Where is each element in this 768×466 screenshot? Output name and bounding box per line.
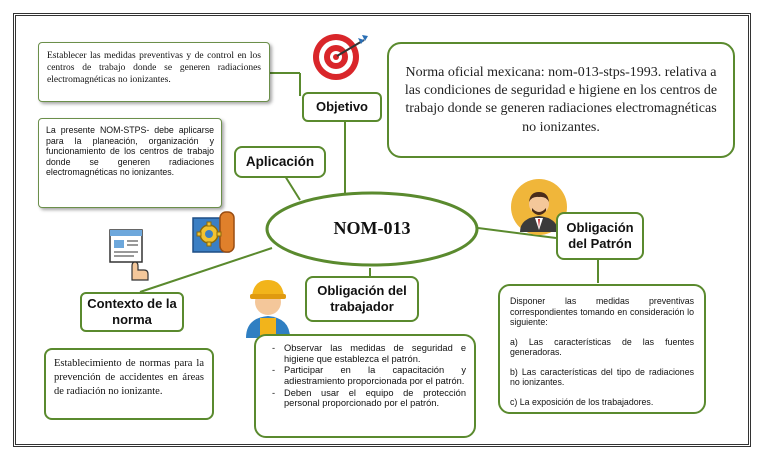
trabajador-text-box [254, 334, 476, 438]
trabajador-item: - Observar las medidas de seguridad e higiene que establezca el patrón. [284, 343, 466, 364]
patron-item: c) La exposición de los trabajadores. [510, 396, 654, 407]
aplicacion-text-box [38, 118, 222, 208]
worker-icon [238, 270, 298, 340]
gear-blueprint-icon [190, 210, 240, 256]
contexto-text: Establecimiento de normas para la prevención de accidentes en áreas de radiación no ionizante. [54, 358, 204, 398]
patron-item: b) Las características del tipo de radiaciones no ionizantes. [510, 366, 694, 388]
target-icon [310, 30, 370, 82]
document-hand-icon [106, 226, 156, 282]
trabajador-list [270, 343, 466, 409]
center-title: NOM-013 [333, 218, 411, 239]
patron-item: a) Las características de las fuentes generadoras. [510, 336, 694, 358]
trabajador-item: - Deben usar el equipo de protección personal proporcionado por el patrón. [284, 388, 466, 409]
patron-label-box [556, 212, 644, 260]
aplicacion-label: Aplicación [245, 153, 315, 169]
aplicacion-label-box [234, 146, 326, 178]
center-node [264, 190, 480, 268]
aplicacion-text: La presente NOM-STPS- debe aplicarse para la planeación, organización y funcionamiento de los centros de trabajo donde se generen radiaciones electromagnéticas no ionizantes. [46, 125, 214, 178]
trabajador-label-box [305, 276, 419, 322]
objetivo-text: Establecer las medidas preventivas y de control en los centros de trabajo donde se generen radiaciones electromagnéticas no ionizantes. [47, 51, 261, 85]
objetivo-label-box [302, 92, 382, 122]
objetivo-label: Objetivo [315, 99, 368, 115]
patron-intro: Disponer las medidas preventivas correspondientes tomando en consideración lo siguiente: [510, 296, 694, 328]
patron-label: Obligación del Patrón [566, 220, 634, 251]
contexto-text-box [44, 348, 214, 420]
objetivo-text-box [38, 42, 270, 102]
trabajador-label: Obligación del trabajador [317, 283, 407, 314]
norma-box [387, 42, 735, 158]
norma-text: Norma oficial mexicana: nom-013-stps-1993. relativa a las condiciones de seguridad e higiene en los centros de trabajo donde se generen radiaciones electromagnéticas no ionizantes. [404, 65, 718, 135]
contexto-label-box [80, 292, 184, 332]
patron-text-box [498, 284, 706, 414]
trabajador-item: - Participar en la capacitación y adiestramiento proporcionada por el patrón. [284, 365, 466, 386]
contexto-label: Contexto de la norma [87, 296, 177, 327]
